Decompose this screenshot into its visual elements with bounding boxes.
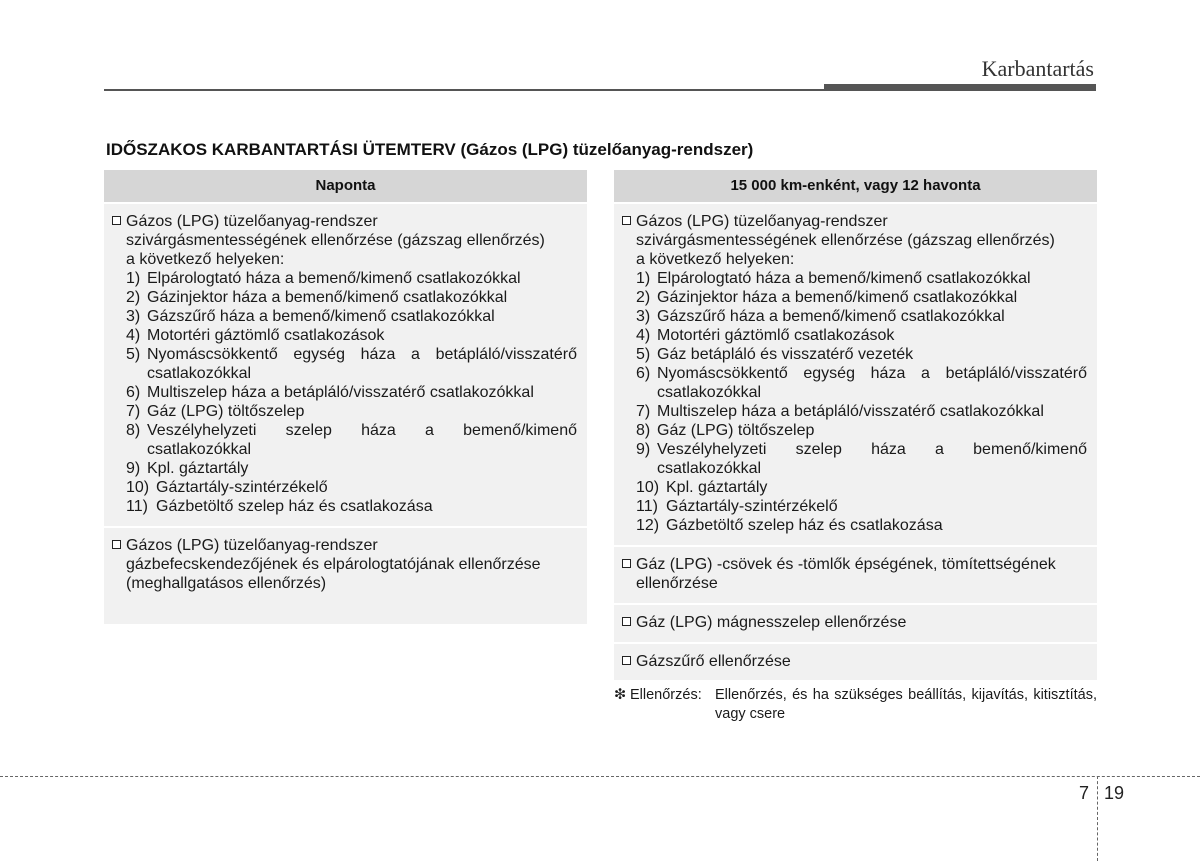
checkbox-icon: [622, 617, 631, 626]
list-item: 4) Motortéri gáztömlő csatlakozások: [126, 327, 385, 344]
periodic-solenoid-check-block: [614, 605, 1097, 636]
footnote-label: Ellenőrzés:: [630, 687, 702, 703]
list-item: 2) Gázinjektor háza a bemenő/kimenő csatlakozókkal: [126, 289, 508, 306]
footnote: [614, 686, 1097, 724]
daily-location-list: [110, 269, 577, 516]
daily-leak-intro-1: Gázos (LPG) tüzelőanyag-rendszer: [126, 213, 378, 230]
periodic-filter-check-block: [614, 644, 1097, 675]
periodic-leak-check-block: [614, 204, 1097, 539]
periodic-hose-line-2: ellenőrzése: [636, 575, 718, 592]
list-item: 3) Gázszűrő háza a bemenő/kimenő csatlakozókkal: [636, 308, 1005, 325]
list-item: 5) Nyomáscsökkentő egység háza a betápláló/visszatérő csatlakozókkal: [126, 346, 577, 382]
daily-injector-check-block: [104, 528, 587, 597]
list-item: 10) Kpl. gáztartály: [636, 479, 768, 496]
list-item: 6) Nyomáscsökkentő egység háza a betápláló/visszatérő csatlakozókkal: [636, 365, 1087, 401]
periodic-solenoid-line: Gáz (LPG) mágnesszelep ellenőrzése: [636, 614, 907, 631]
footnote-text: Ellenőrzés, és ha szükséges beállítás, kijavítás, kitisztítás, vagy csere: [715, 687, 1097, 722]
daily-injector-line-2: gázbefecskendezőjének és elpárologtatójának ellenőrzése: [126, 556, 541, 573]
periodic-location-list: [620, 269, 1087, 535]
list-item: 6) Multiszelep háza a betápláló/visszatérő csatlakozókkal: [126, 384, 534, 401]
checkbox-icon: [622, 216, 631, 225]
list-item: 7) Multiszelep háza a betápláló/visszatérő csatlakozókkal: [636, 403, 1044, 420]
chapter-number: 7: [1079, 783, 1090, 803]
list-item: 7) Gáz (LPG) töltőszelep: [126, 403, 305, 420]
periodic-leak-intro-3: a következő helyeken:: [636, 251, 795, 268]
list-item: 12) Gázbetöltő szelep ház és csatlakozása: [636, 517, 943, 534]
daily-leak-intro-2: szivárgásmentességének ellenőrzése (gázszag ellenőrzés): [126, 232, 545, 249]
asterisk-icon: ❇: [614, 687, 627, 703]
list-item: 5) Gáz betápláló és visszatérő vezeték: [636, 346, 914, 363]
daily-injector-line-1: Gázos (LPG) tüzelőanyag-rendszer: [126, 537, 378, 554]
list-item: 1) Elpárologtató háza a bemenő/kimenő csatlakozókkal: [126, 270, 521, 287]
checkbox-icon: [112, 540, 121, 549]
list-item: 9) Veszélyhelyzeti szelep háza a bemenő/kimenő csatlakozókkal: [636, 441, 1087, 477]
checkbox-icon: [622, 656, 631, 665]
list-item: 11) Gáztartály-szintérzékelő: [636, 498, 838, 515]
list-item: 9) Kpl. gáztartály: [126, 460, 249, 477]
list-item: 3) Gázszűrő háza a bemenő/kimenő csatlakozókkal: [126, 308, 495, 325]
page-number: 19: [1104, 783, 1125, 803]
list-item: 11) Gázbetöltő szelep ház és csatlakozása: [126, 498, 433, 515]
periodic-hose-line-1: Gáz (LPG) -csövek és -tömlők épségének, tömítettségének: [636, 556, 1056, 573]
periodic-column-header: 15 000 km-enként, vagy 12 havonta: [614, 170, 1097, 204]
list-item: 4) Motortéri gáztömlő csatlakozások: [636, 327, 895, 344]
periodic-hose-check-block: [614, 547, 1097, 597]
footer-dashed-rule: [0, 776, 1200, 777]
daily-schedule-column: [104, 170, 587, 624]
footer-dashed-divider: [1097, 776, 1098, 861]
list-item: 8) Gáz (LPG) töltőszelep: [636, 422, 815, 439]
daily-column-header: Naponta: [104, 170, 587, 204]
daily-leak-intro-3: a következő helyeken:: [126, 251, 285, 268]
page-heading: IDŐSZAKOS KARBANTARTÁSI ÜTEMTERV (Gázos (LPG) tüzelőanyag-rendszer): [106, 140, 754, 159]
section-title: Karbantartás: [981, 56, 1094, 81]
daily-injector-line-3: (meghallgatásos ellenőrzés): [126, 575, 327, 592]
periodic-leak-intro-2: szivárgásmentességének ellenőrzése (gázszag ellenőrzés): [636, 232, 1055, 249]
checkbox-icon: [112, 216, 121, 225]
periodic-filter-line: Gázszűrő ellenőrzése: [636, 653, 791, 670]
header-rule-accent: [824, 84, 1096, 91]
checkbox-icon: [622, 559, 631, 568]
periodic-schedule-column: [614, 170, 1097, 680]
periodic-leak-intro-1: Gázos (LPG) tüzelőanyag-rendszer: [636, 213, 888, 230]
list-item: 8) Veszélyhelyzeti szelep háza a bemenő/kimenő csatlakozókkal: [126, 422, 577, 458]
daily-leak-check-block: [104, 204, 587, 520]
list-item: 10) Gáztartály-szintérzékelő: [126, 479, 328, 496]
list-item: 2) Gázinjektor háza a bemenő/kimenő csatlakozókkal: [636, 289, 1018, 306]
list-item: 1) Elpárologtató háza a bemenő/kimenő csatlakozókkal: [636, 270, 1031, 287]
